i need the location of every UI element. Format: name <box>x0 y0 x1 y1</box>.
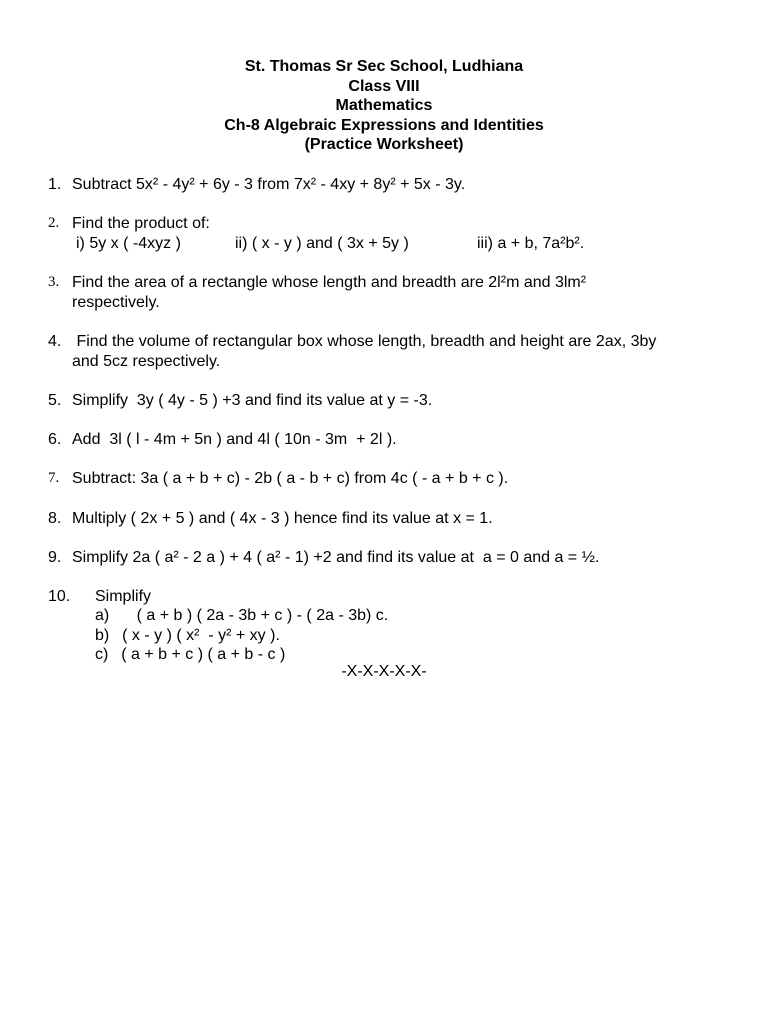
question-text-line-1: Find the volume of rectangular box whose length, breadth and height are 2ax, 3by <box>72 333 657 350</box>
question-number: 8. <box>48 510 62 527</box>
question-text: Simplify <box>95 588 152 605</box>
question-number: 6. <box>48 431 62 448</box>
end-mark: -X-X-X-X-X- <box>341 663 427 680</box>
question-text: Simplify 2a ( a² - 2 a ) + 4 ( a² - 1) +2 and find its value at a = 0 and a = ½. <box>72 549 600 566</box>
class-name: Class VIII <box>348 77 420 95</box>
question-number: 3. <box>48 274 60 290</box>
question-number: 4. <box>48 333 62 350</box>
worksheet-type: (Practice Worksheet) <box>304 136 464 154</box>
question-number: 2. <box>48 215 60 231</box>
subpart-text: ( a + b ) ( 2a - 3b + c ) - ( 2a - 3b) c. <box>132 607 389 624</box>
question-text: Add 3l ( l - 4m + 5n ) and 4l ( 10n - 3m + 2l ). <box>72 431 397 448</box>
question-10-subpart-c <box>95 645 285 665</box>
question-10-subpart-b <box>95 626 280 646</box>
chapter-title: Ch-8 Algebraic Expressions and Identities <box>224 116 544 134</box>
question-10-subpart-a <box>95 606 388 626</box>
worksheet-header <box>0 57 768 155</box>
question-number: 10. <box>48 588 71 605</box>
question-number: 7. <box>48 470 60 486</box>
subpart-text: ( a + b + c ) ( a + b - c ) <box>121 646 286 663</box>
question-text-line-1: Find the area of a rectangle whose length and breadth are 2l²m and 3lm² <box>72 274 587 291</box>
school-name: St. Thomas Sr Sec School, Ludhiana <box>244 58 524 75</box>
question-text: Subtract 5x² - 4y² + 6y - 3 from 7x² - 4xy + 8y² + 5x - 3y. <box>72 176 466 193</box>
question-text: Simplify 3y ( 4y - 5 ) +3 and find its value at y = -3. <box>72 392 433 409</box>
question-text: Find the product of: <box>72 215 210 232</box>
subpart-label: a) <box>95 607 110 624</box>
question-number: 1. <box>48 176 62 193</box>
question-text-line-2: and 5cz respectively. <box>72 352 221 370</box>
question-text: Multiply ( 2x + 5 ) and ( 4x - 3 ) hence find its value at x = 1. <box>72 510 493 527</box>
question-number: 5. <box>48 392 62 409</box>
subpart-label: b) <box>95 627 110 644</box>
question-text-line-2: respectively. <box>72 293 160 311</box>
question-2-part-ii: ii) ( x - y ) and ( 3x + 5y ) <box>235 235 409 252</box>
question-number: 9. <box>48 549 62 566</box>
subpart-text: ( x - y ) ( x² - y² + xy ). <box>122 627 280 644</box>
subject-name: Mathematics <box>335 97 433 115</box>
question-text: Subtract: 3a ( a + b + c) - 2b ( a - b + c) from 4c ( - a + b + c ). <box>72 470 509 487</box>
subpart-label: c) <box>95 646 109 663</box>
question-2-part-i: i) 5y x ( -4xyz ) <box>76 235 181 252</box>
question-2-part-iii: iii) a + b, 7a²b². <box>477 235 585 252</box>
